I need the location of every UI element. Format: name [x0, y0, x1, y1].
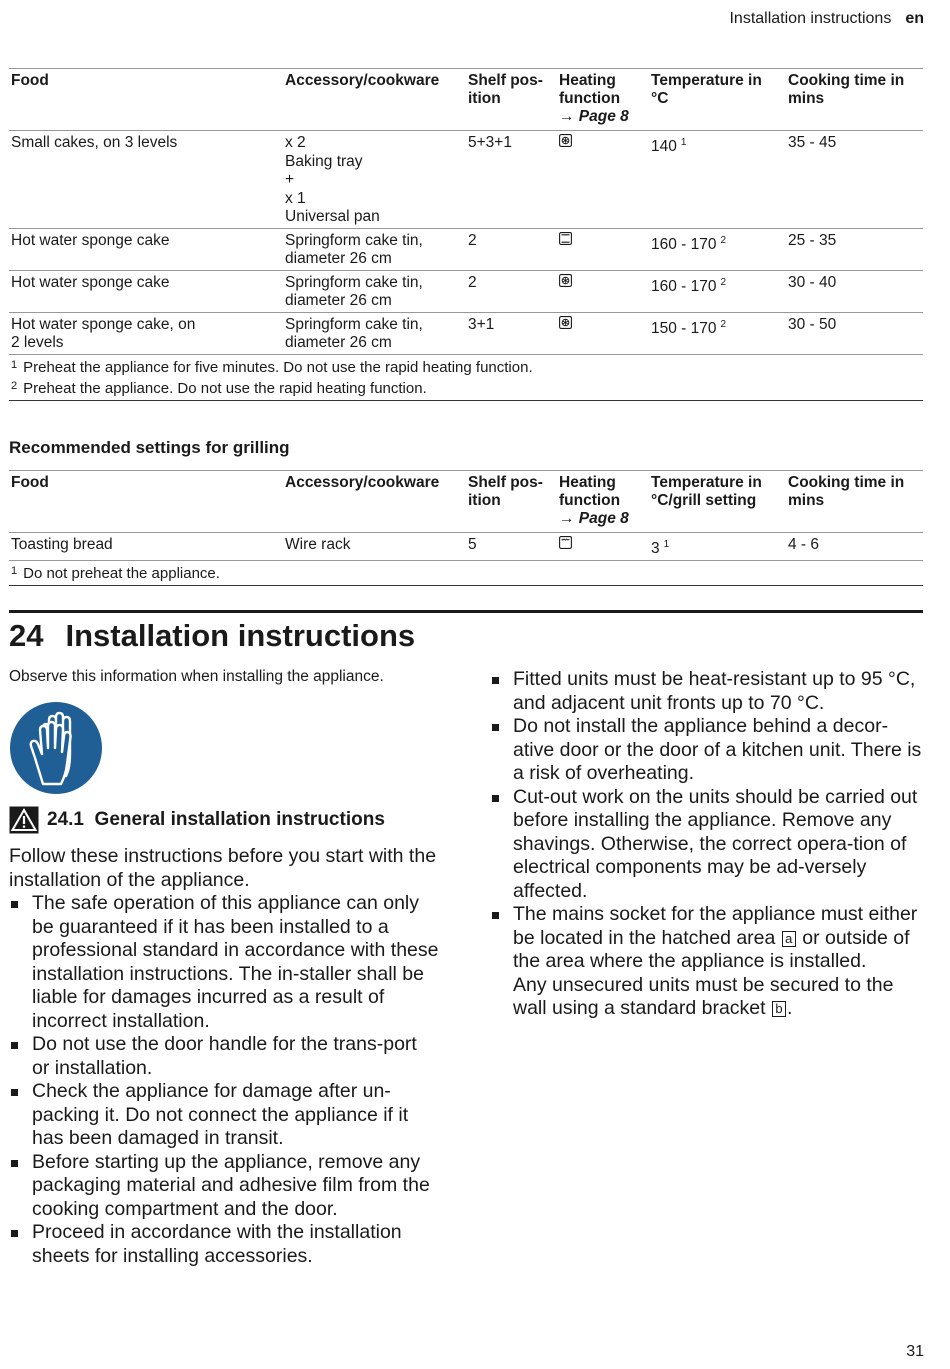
list-item: Fitted units must be heat-resistant up to 95 °C, and adjacent unit fronts up to 70 °C. [490, 668, 924, 715]
cell-heating [557, 270, 649, 312]
warning-icon [9, 806, 39, 834]
chapter-heading: Installation instructions [65, 618, 416, 653]
cell-temperature: 160 - 170 $^2$ [651, 234, 727, 253]
col-accessory: Accessory/cookware [285, 474, 440, 491]
col-heating: Heating function → Page 8 [559, 72, 629, 125]
page-ref-link[interactable]: → Page 8 [559, 510, 629, 527]
cell-food: Hot water sponge cake [11, 273, 170, 291]
cell-temperature: 140 $^1$ [651, 137, 687, 155]
grill-icon [559, 536, 572, 549]
header-lang: en [905, 10, 924, 27]
col-shelf: Shelf pos- ition [468, 72, 543, 107]
cell-time: 35 - 45 [788, 134, 837, 151]
cell-temperature: 160 - 170 $^2$ [651, 276, 727, 295]
table-row [9, 312, 923, 354]
fan-heating-icon [559, 316, 572, 329]
cell-heating [557, 228, 649, 270]
cell-shelf: 2 [468, 273, 477, 291]
cell-heating [557, 533, 649, 561]
chapter-number: 24 [9, 618, 44, 653]
chapter-intro: Observe this information when installing the appliance. [9, 668, 384, 685]
page-ref-link[interactable]: → Page 8 [559, 108, 629, 125]
list-item: Cut-out work on the units should be carried out before installing the appliance. Remove any shavings. Otherwise, the correct opera-tion of electrical components may be ad-versely affected. [490, 786, 924, 904]
cell-accessory: Springform cake tin, diameter 26 cm [285, 315, 423, 351]
baking-table [9, 68, 923, 401]
section-title: General installation instructions [94, 809, 385, 830]
table-footnotes [9, 354, 923, 400]
list-item: The safe operation of this appliance can only be guaranteed if it has been installed to a professional standard in accordance with these installation instructions. The in-staller shall be liable for damages incurred as a result of incorrect installation. [9, 892, 439, 1033]
col-heating: Heating function → Page 8 [559, 474, 629, 527]
cell-time: 30 - 50 [788, 315, 837, 333]
page-number: 31 [906, 1343, 924, 1360]
chapter-divider [9, 610, 923, 613]
cell-food: Hot water sponge cake [11, 231, 170, 249]
cell-shelf: 2 [468, 231, 477, 249]
cell-shelf: 5+3+1 [468, 134, 512, 151]
fan-heating-icon [559, 134, 572, 147]
table-row [9, 533, 923, 561]
col-food: Food [11, 72, 49, 89]
chapter-title [9, 618, 415, 654]
col-shelf: Shelf pos- ition [468, 474, 543, 509]
footnote: $^1$ Do not preheat the appliance. [11, 564, 220, 582]
fan-heating-icon [559, 274, 572, 287]
running-header [729, 10, 924, 28]
footnote: $^2$ Preheat the appliance. Do not use the rapid heating function. [11, 379, 427, 397]
cell-temperature: 150 - 170 $^2$ [651, 318, 727, 337]
cell-food: Small cakes, on 3 levels [11, 134, 178, 151]
table-row [9, 131, 923, 229]
cell-food: Toasting bread [11, 536, 113, 553]
cell-time: 30 - 40 [788, 273, 837, 291]
section-heading [9, 806, 385, 834]
cell-accessory: x 2 Baking tray + x 1 Universal pan [285, 134, 380, 225]
col-time: Cooking time in mins [788, 72, 905, 107]
cell-accessory: Springform cake tin, diameter 26 cm [285, 231, 423, 267]
col-accessory: Accessory/cookware [285, 72, 440, 89]
section-intro: Follow these instructions before you start with the installation of the appliance. [9, 845, 437, 891]
cell-time: 4 - 6 [788, 536, 820, 553]
cell-shelf: 5 [468, 536, 477, 553]
list-item: Before starting up the appliance, remove any packaging material and adhesive film from the cooking compartment and the door. [9, 1151, 439, 1222]
cell-time: 25 - 35 [788, 231, 837, 249]
footnote: $^1$ Preheat the appliance for five minutes. Do not use the rapid heating function. [11, 358, 533, 376]
list-item: Proceed in accordance with the installation sheets for installing accessories. [9, 1221, 439, 1268]
list-item: Do not use the door handle for the trans-port or installation. [9, 1033, 439, 1080]
table-header-row [9, 69, 923, 131]
cell-accessory: Springform cake tin, diameter 26 cm [285, 273, 423, 309]
left-column [9, 845, 439, 1268]
list-item: The mains socket for the appliance must either be located in the hatched area a or outside of the area where the appliance is installed. Any unsecured units must be secured to the wall using a standard bracket b . [490, 903, 924, 1021]
col-food: Food [11, 474, 49, 491]
grill-section-title: Recommended settings for grilling [9, 438, 290, 457]
col-temperature: Temperature in °C [651, 72, 762, 107]
cell-heating [557, 312, 649, 354]
protective-gloves-icon [9, 698, 103, 798]
cell-heating [557, 131, 649, 229]
section-number: 24.1 [47, 809, 84, 830]
bullet-list [490, 668, 924, 1021]
cell-shelf: 3+1 [468, 315, 495, 333]
cell-food: Hot water sponge cake, on 2 levels [11, 315, 196, 351]
top-bottom-heating-icon [559, 232, 572, 245]
list-item: Check the appliance for damage after un-packing it. Do not connect the appliance if it has been damaged in transit. [9, 1080, 439, 1151]
table-footnotes [9, 560, 923, 585]
header-section: Installation instructions [729, 10, 892, 27]
list-item: Do not install the appliance behind a decor-ative door or the door of a kitchen unit. There is a risk of overheating. [490, 715, 924, 786]
table-header-row [9, 471, 923, 533]
col-time: Cooking time in mins [788, 474, 905, 509]
bullet-list [9, 892, 439, 1268]
cell-accessory: Wire rack [285, 536, 351, 553]
label-a: a [782, 931, 796, 947]
table-row [9, 228, 923, 270]
label-b: b [772, 1001, 786, 1017]
table-row [9, 270, 923, 312]
right-column [490, 668, 924, 1021]
cell-temperature: 3 $^1$ [651, 539, 670, 557]
grilling-table [9, 470, 923, 586]
col-temperature: Temperature in °C/grill setting [651, 474, 762, 509]
